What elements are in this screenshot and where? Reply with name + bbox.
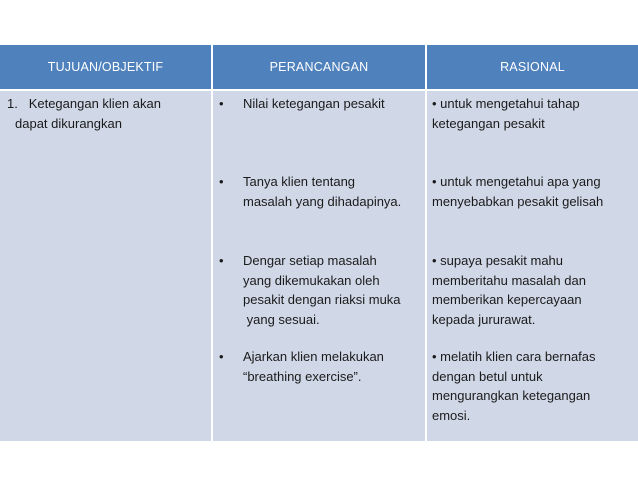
plan-bullet: • xyxy=(219,174,224,189)
rationale-item-4 xyxy=(432,347,632,425)
rationale-item-4-line: emosi. xyxy=(432,407,471,423)
objective-text-1: Ketegangan klien akan xyxy=(28,96,161,111)
plan-item-4-line: Ajarkan klien melakukan xyxy=(243,349,384,364)
rationale-item-4-line: • melatih klien cara bernafas xyxy=(432,349,596,364)
plan-item-3 xyxy=(243,251,425,329)
header-objective: TUJUAN/OBJEKTIF xyxy=(47,60,164,74)
plan-item-1 xyxy=(243,94,425,114)
header-planning: PERANCANGAN xyxy=(269,60,369,74)
plan-item-3-line: yang dikemukakan oleh xyxy=(243,272,380,288)
header-rationale: RASIONAL xyxy=(500,60,565,74)
plan-item-3-line: Dengar setiap masalah xyxy=(243,253,377,268)
rationale-item-3-line: memberitahu masalah dan xyxy=(432,272,586,288)
plan-item-2 xyxy=(243,172,425,211)
plan-item-2-line: Tanya klien tentang xyxy=(243,174,356,189)
plan-item-4 xyxy=(243,347,425,386)
rationale-item-3-line: • supaya pesakit mahu xyxy=(432,253,564,268)
plan-item-4-line: “breathing exercise”. xyxy=(243,368,362,384)
plan-bullet: • xyxy=(219,253,224,268)
plan-item-3-line: pesakit dengan riaksi muka xyxy=(243,292,401,307)
rationale-item-2-line: • untuk mengetahui apa yang xyxy=(432,174,601,189)
objective-text-2: dapat dikurangkan xyxy=(15,115,122,131)
plan-item-3-line: yang sesuai. xyxy=(243,311,320,327)
rationale-item-2 xyxy=(432,172,632,211)
rationale-item-2-line: menyebabkan pesakit gelisah xyxy=(432,193,604,209)
plan-bullet: • xyxy=(219,96,224,111)
rationale-item-3-line: kepada jururawat. xyxy=(432,311,536,327)
column-divider xyxy=(425,45,427,441)
column-divider xyxy=(211,45,213,441)
rationale-item-4-line: mengurangkan ketegangan xyxy=(432,388,591,403)
objective-line-1 xyxy=(7,94,207,114)
rationale-item-1-line: ketegangan pesakit xyxy=(432,115,545,131)
rationale-item-1-line: • untuk mengetahui tahap xyxy=(432,96,580,111)
rationale-item-3-line: memberikan kepercayaan xyxy=(432,292,582,307)
table-header xyxy=(0,45,638,91)
rationale-item-4-line: dengan betul untuk xyxy=(432,368,543,384)
objective-number: 1. xyxy=(7,96,18,111)
plan-item-2-line: masalah yang dihadapinya. xyxy=(243,193,402,209)
plan-item-1-line: Nilai ketegangan pesakit xyxy=(243,96,385,111)
rationale-item-3 xyxy=(432,251,632,329)
plan-bullet: • xyxy=(219,349,224,364)
rationale-item-1 xyxy=(432,94,632,133)
care-plan-table xyxy=(0,45,638,441)
objective-cell xyxy=(7,94,207,133)
